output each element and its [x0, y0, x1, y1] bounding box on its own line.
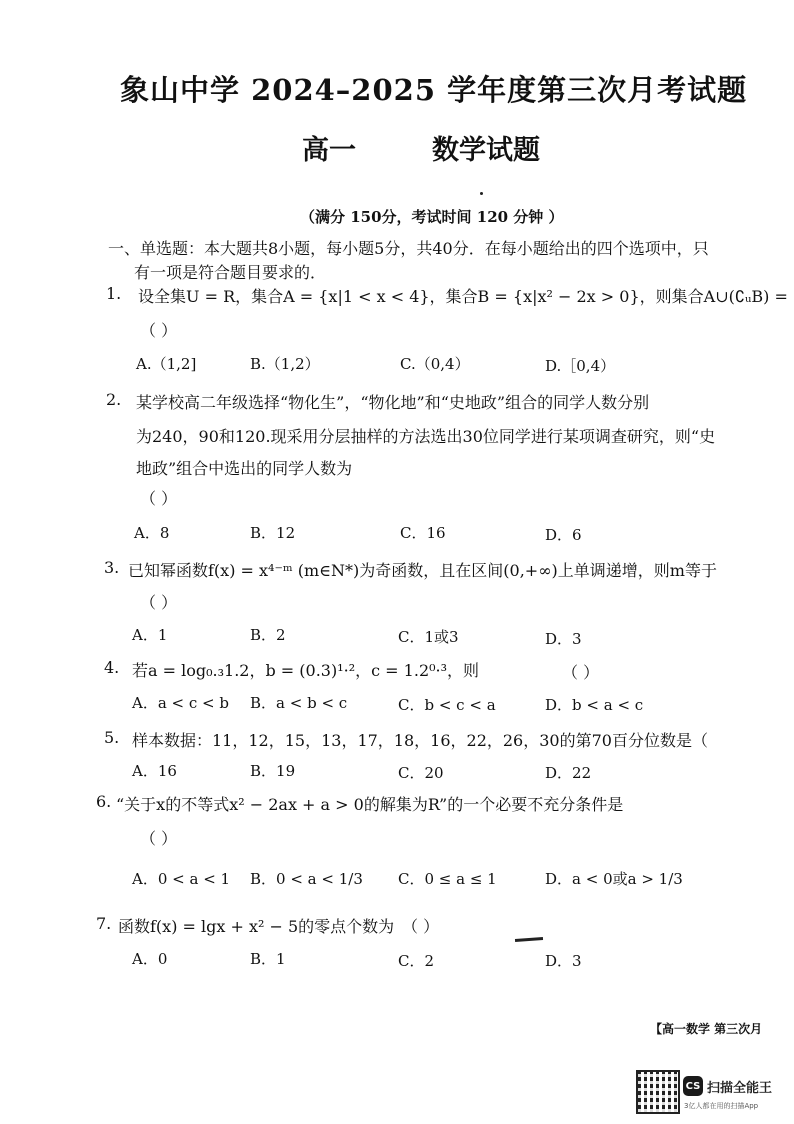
option-d: D.［0,4）	[545, 357, 616, 375]
scanner-app-name: 扫描全能王	[707, 1081, 773, 1096]
answer-parentheses: （ ）	[140, 321, 178, 340]
question-text: 地政”组合中选出的同学人数为	[136, 459, 353, 478]
section-instruction-line2: 有一项是符合题目要求的．	[134, 263, 327, 282]
option-d: D．3	[545, 952, 582, 970]
question-text: “关于x的不等式x² − 2ax + a > 0的解集为R”的一个必要不充分条件是	[116, 795, 624, 814]
scan-smudge	[480, 192, 483, 195]
option-a: A．a < c < b	[132, 694, 229, 712]
option-d: D．b < a < c	[545, 696, 644, 714]
option-c: C．b < c < a	[398, 696, 496, 714]
scanner-app-tagline: 3亿人都在用的扫描App	[684, 1102, 759, 1110]
question-number: 7.	[96, 914, 112, 933]
section-instruction-line1: 一、单选题：本大题共8小题，每小题5分，共40分．在每小题给出的四个选项中，只	[108, 239, 709, 258]
option-a: A.（1,2]	[136, 355, 197, 373]
question-number: 5.	[104, 728, 120, 747]
option-d: D．6	[545, 526, 582, 544]
grade-label: 高一	[302, 135, 356, 166]
question-text: 设全集U = R，集合A = {x|1 < x < 4}，集合B = {x|x² − 2x > 0}，则集合A∪(∁ᵤB) =	[138, 287, 788, 306]
option-d: D．3	[545, 630, 582, 648]
question-text: 某学校高二年级选择“物化生”，“物化地”和“史地政”组合的同学人数分别	[136, 393, 650, 412]
question-number: 6.	[96, 792, 112, 811]
option-d: D．a < 0或a > 1/3	[545, 870, 683, 888]
option-b: B．19	[250, 762, 296, 780]
exam-info: （满分 150分，考试时间 120 分钟 ）	[300, 208, 564, 226]
option-c: C.（0,4）	[400, 355, 470, 373]
option-a: A．0	[132, 950, 168, 968]
answer-parentheses: （ ）	[562, 663, 600, 682]
scan-smudge	[515, 937, 543, 942]
option-b: B．0 < a < 1/3	[250, 870, 363, 888]
question-number: 1.	[106, 284, 122, 303]
option-d: D．22	[545, 764, 592, 782]
option-b: B.（1,2）	[250, 355, 320, 373]
option-c: C．20	[398, 764, 444, 782]
option-a: A．8	[134, 524, 170, 542]
question-text: 为240，90和120.现采用分层抽样的方法选出30位同学进行某项调查研究，则“史	[136, 427, 716, 446]
question-number: 4.	[104, 658, 120, 677]
answer-parentheses: （ ）	[140, 829, 178, 848]
question-number: 3.	[104, 558, 120, 577]
option-c: C．2	[398, 952, 435, 970]
page-footer-tag: 【高一数学 第三次月	[650, 1022, 763, 1036]
option-b: B．2	[250, 626, 286, 644]
question-text: 已知幂函数f(x) = x⁴⁻ᵐ (m∈N*)为奇函数，且在区间(0,+∞)上单调递增，则m等于	[128, 561, 717, 580]
page-title: 象山中学 2024–2025 学年度第三次月考试题	[120, 73, 748, 107]
option-b: B．12	[250, 524, 296, 542]
answer-parentheses: （ ）	[140, 593, 178, 612]
option-a: A．0 < a < 1	[132, 870, 231, 888]
answer-parentheses: （ ）	[402, 917, 440, 936]
qr-code	[636, 1070, 680, 1114]
option-a: A．16	[132, 762, 177, 780]
option-c: C．16	[400, 524, 446, 542]
subject-label: 数学试题	[432, 135, 540, 166]
answer-parentheses: （ ）	[140, 489, 178, 508]
option-c: C．1或3	[398, 628, 459, 646]
question-text: 函数f(x) = lgx + x² − 5的零点个数为	[118, 917, 395, 936]
option-c: C．0 ≤ a ≤ 1	[398, 870, 497, 888]
option-b: B．a < b < c	[250, 694, 348, 712]
camscanner-logo-icon: CS	[683, 1076, 703, 1096]
question-text: 若a = log₀.₃1.2，b = (0.3)¹·²，c = 1.2⁰·³，则	[132, 661, 480, 680]
question-number: 2.	[106, 390, 122, 409]
qr-pattern	[636, 1070, 680, 1114]
option-b: B．1	[250, 950, 286, 968]
question-text: 样本数据：11，12，15，13，17，18，16，22，26，30的第70百分位数是（	[132, 731, 708, 750]
option-a: A．1	[132, 626, 168, 644]
